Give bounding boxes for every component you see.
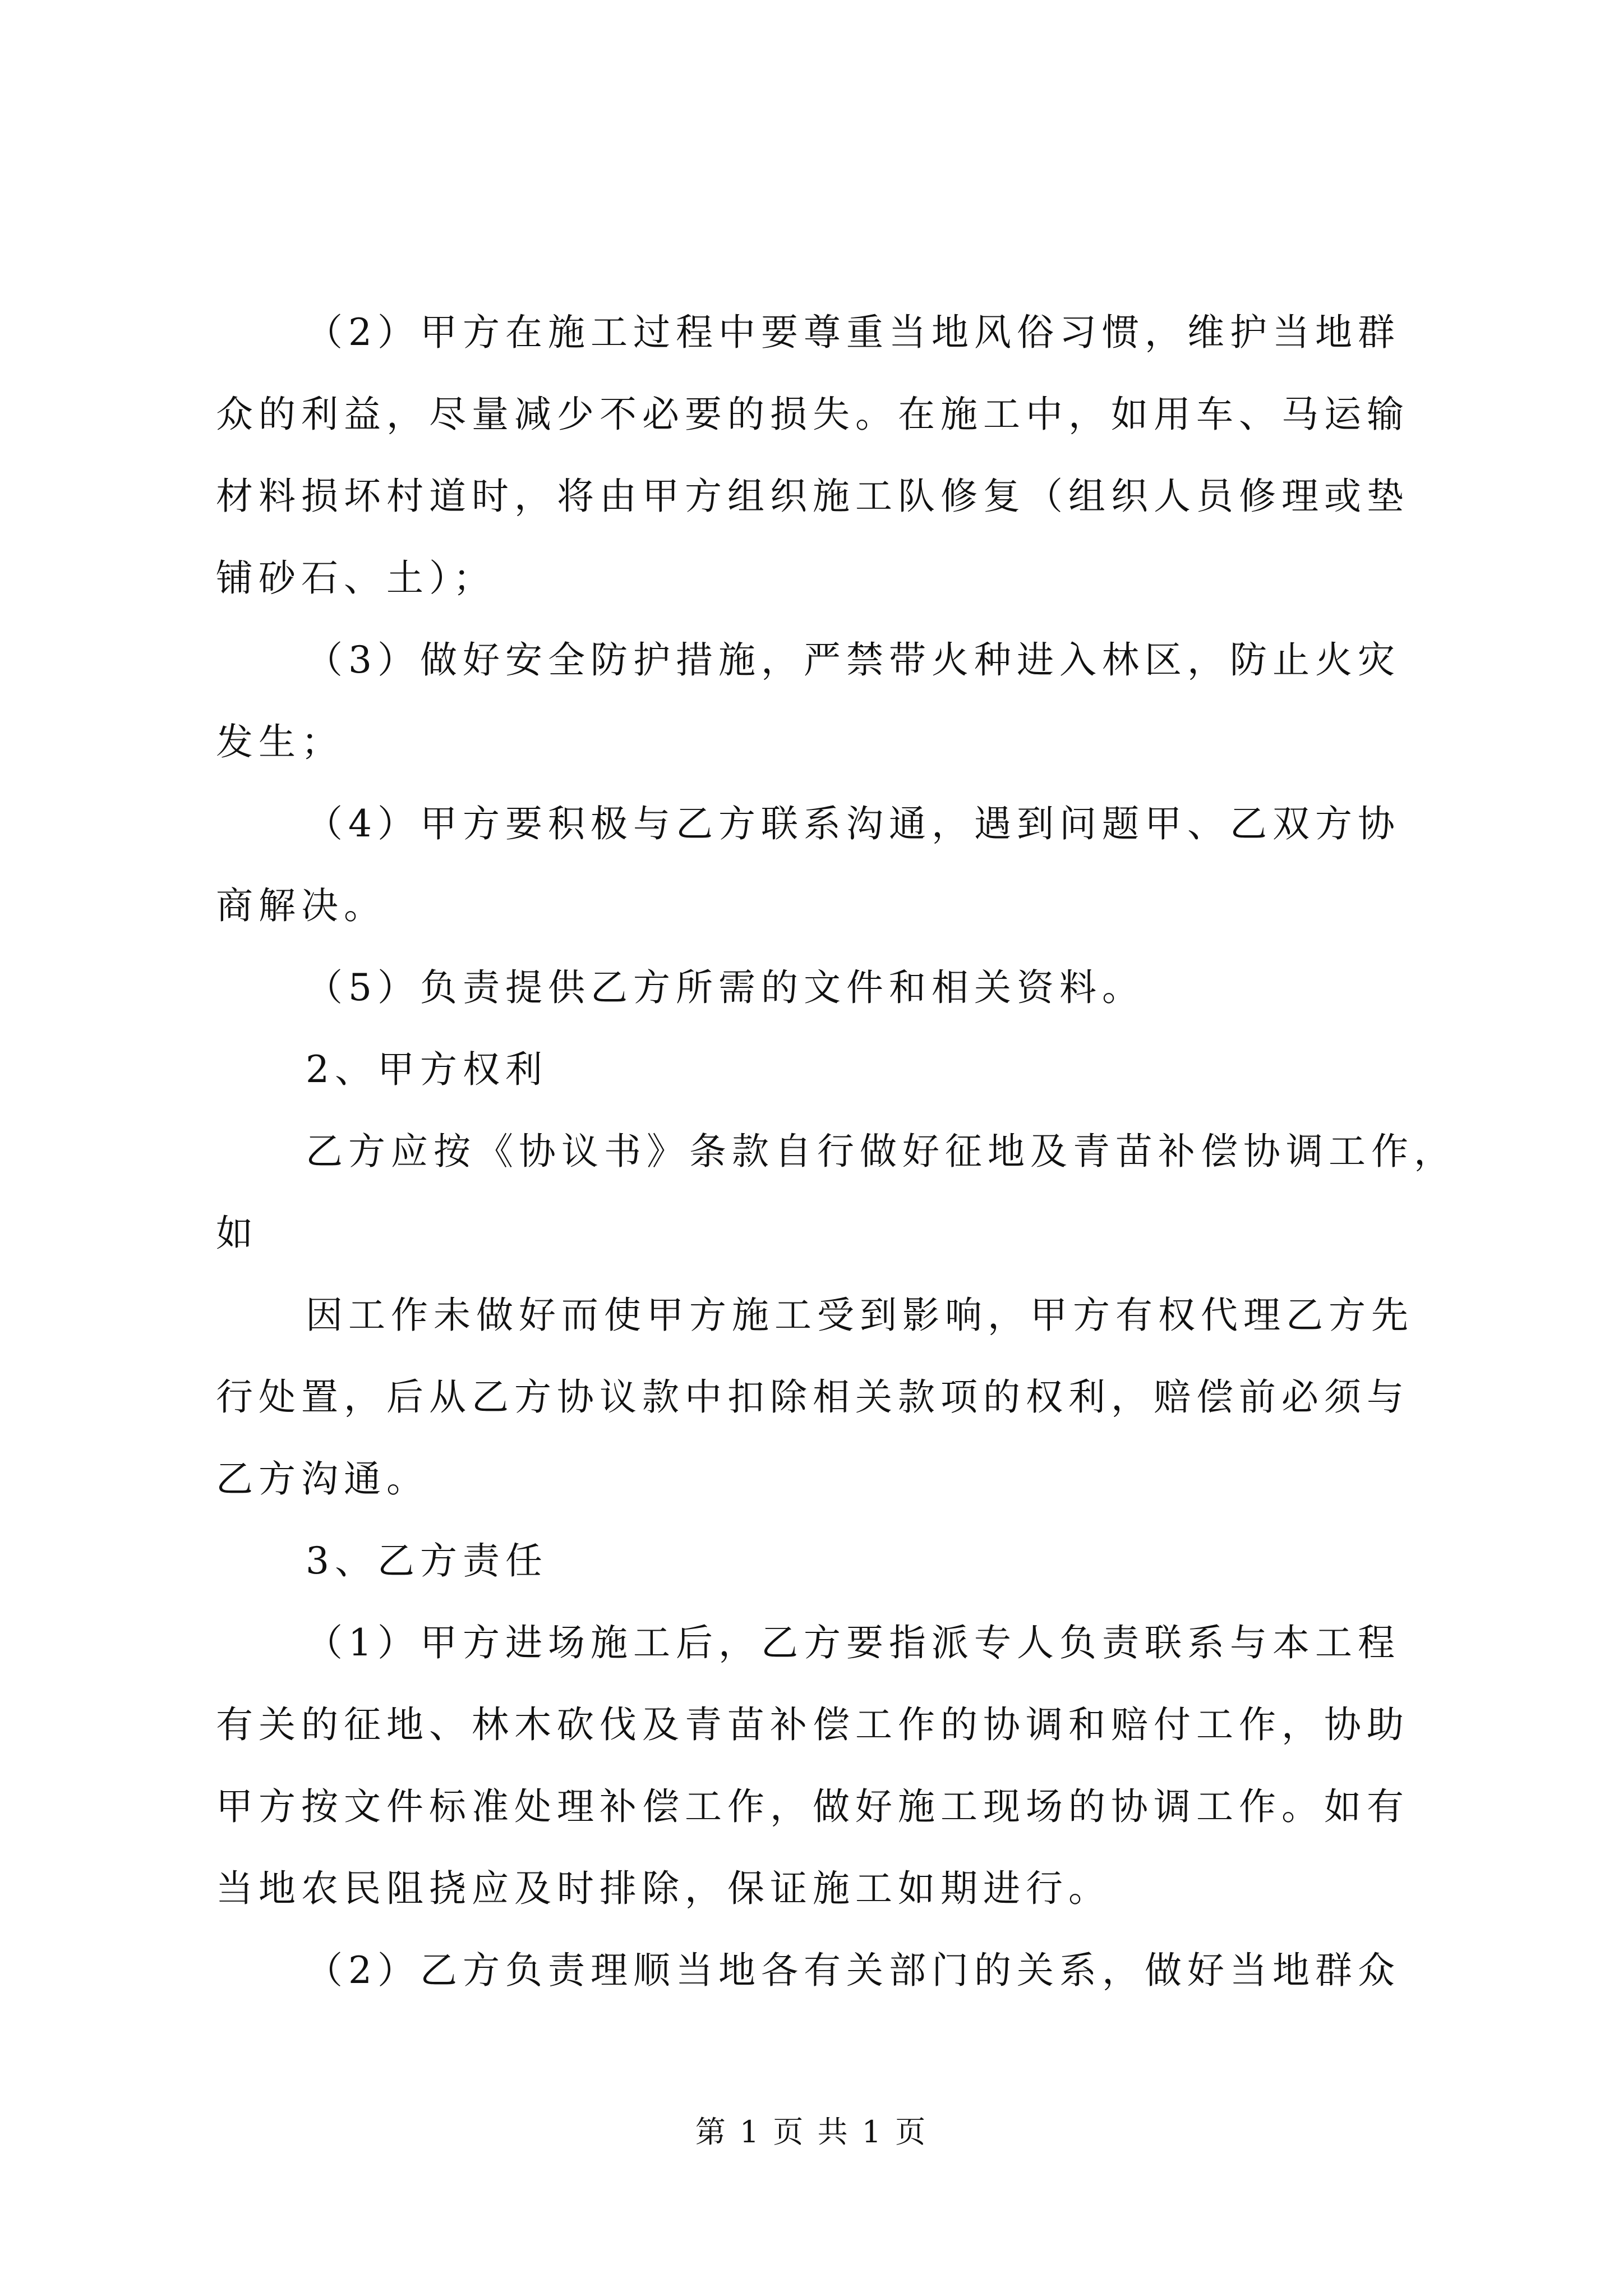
text-line: 材料损坏村道时，将由甲方组织施工队修复（组织人员修理或垫 (216, 475, 1409, 518)
page-footer: 第 1 页 共 1 页 (695, 2114, 928, 2150)
text-line: 有关的征地、林木砍伐及青苗补偿工作的协调和赔付工作，协助 (216, 1703, 1409, 1746)
text-line: （1）甲方进场施工后，乙方要指派专人负责联系与本工程 (306, 1621, 1400, 1664)
text-line: 因工作未做好而使甲方施工受到影响，甲方有权代理乙方先 (306, 1294, 1414, 1337)
text-line: （2）乙方负责理顺当地各有关部门的关系，做好当地群众 (306, 1949, 1400, 1992)
text-line: 如 (216, 1212, 259, 1255)
text-line: 铺砂石、土）； (216, 556, 496, 600)
text-line: 当地农民阻挠应及时排除，保证施工如期进行。 (216, 1867, 1111, 1910)
text-line: 乙方应按《协议书》条款自行做好征地及青苗补偿协调工作， (306, 1130, 1456, 1173)
text-line: （3）做好安全防护措施，严禁带火种进入林区，防止火灾 (306, 638, 1400, 682)
document-body (216, 292, 1456, 2012)
text-line: 甲方按文件标准处理补偿工作，做好施工现场的协调工作。如有 (216, 1785, 1409, 1828)
text-line: 乙方沟通。 (216, 1457, 429, 1501)
text-line: 发生； (216, 720, 344, 763)
text-line: 众的利益，尽量减少不必要的损失。在施工中，如用车、马运输 (216, 393, 1409, 436)
text-line: 3、乙方责任 (306, 1539, 548, 1582)
text-line: 行处置，后从乙方协议款中扣除相关款项的权利，赔偿前必须与 (216, 1375, 1409, 1419)
text-line: （2）甲方在施工过程中要尊重当地风俗习惯，维护当地群 (306, 311, 1400, 354)
text-line: （5）负责提供乙方所需的文件和相关资料。 (306, 966, 1145, 1009)
text-line: 商解决。 (216, 884, 386, 927)
text-line: （4）甲方要积极与乙方联系沟通，遇到问题甲、乙双方协 (306, 802, 1400, 845)
text-line: 2、甲方权利 (306, 1048, 548, 1091)
